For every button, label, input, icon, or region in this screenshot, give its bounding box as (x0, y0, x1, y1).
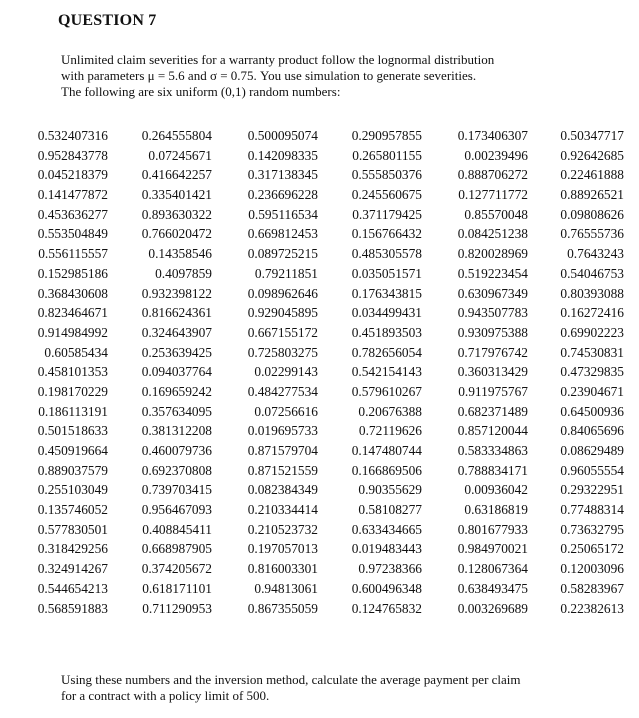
table-cell: 0.801677933 (457, 521, 528, 537)
table-cell: 0.484277534 (247, 383, 318, 399)
table-cell: 0.766020472 (141, 226, 212, 242)
table-cell: 0.152985186 (37, 265, 108, 281)
table-cell: 0.045218379 (37, 167, 108, 183)
table-cell: 0.128067364 (457, 561, 528, 577)
table-cell: 0.77488314 (560, 502, 624, 518)
table-cell: 0.245560675 (351, 187, 422, 203)
table-cell: 0.290957855 (351, 128, 422, 143)
table-cell: 0.556115557 (38, 246, 108, 262)
table-cell: 0.668987905 (141, 541, 212, 557)
table-cell: 0.555850376 (351, 167, 422, 183)
table-cell: 0.692370808 (141, 462, 212, 478)
table-cell: 0.09808626 (560, 206, 624, 222)
table-row (20, 441, 624, 461)
table-cell: 0.186113191 (38, 403, 108, 419)
table-cell: 0.210523732 (247, 521, 318, 537)
table-cell: 0.236696228 (247, 187, 318, 203)
table-row (20, 264, 624, 284)
table-cell: 0.956467093 (141, 502, 212, 518)
table-row (20, 343, 624, 363)
table-cell: 0.408845411 (142, 521, 212, 537)
table-cell: 0.16272416 (560, 305, 624, 321)
table-cell: 0.166869506 (351, 462, 422, 478)
table-cell: 0.914984992 (37, 324, 108, 340)
table-cell: 0.84065696 (560, 423, 624, 439)
table-cell: 0.210334414 (247, 502, 318, 518)
table-row (20, 599, 624, 619)
table-cell: 0.324643907 (141, 324, 212, 340)
table-cell: 0.90355629 (358, 482, 422, 498)
table-row (20, 461, 624, 481)
table-cell: 0.25065172 (560, 541, 624, 557)
table-cell: 0.198170229 (37, 383, 108, 399)
table-cell: 0.54046753 (560, 265, 624, 281)
table-cell: 0.595116534 (248, 206, 318, 222)
table-cell: 0.019483443 (351, 541, 422, 557)
table-row (20, 421, 624, 441)
table-cell: 0.60585434 (44, 344, 108, 360)
table-row (20, 362, 624, 382)
table-cell: 0.72119626 (358, 423, 422, 439)
table-cell: 0.74530831 (560, 344, 624, 360)
table-cell: 0.00239496 (464, 147, 528, 163)
table-cell: 0.88926521 (560, 187, 624, 203)
table-cell: 0.717976742 (457, 344, 528, 360)
table-cell: 0.888706272 (457, 167, 528, 183)
table-cell: 0.082384349 (247, 482, 318, 498)
table-cell: 0.76555736 (560, 226, 624, 242)
table-cell: 0.577830501 (37, 521, 108, 537)
table-cell: 0.453636277 (37, 206, 108, 222)
table-cell: 0.857120044 (457, 423, 528, 439)
table-row (20, 402, 624, 422)
table-cell: 0.69902223 (560, 324, 624, 340)
table-cell: 0.73632795 (560, 521, 624, 537)
table-cell: 0.324914267 (37, 561, 108, 577)
table-cell: 0.682371489 (457, 403, 528, 419)
table-row (20, 146, 624, 166)
table-cell: 0.725803275 (247, 344, 318, 360)
table-cell: 0.638493475 (457, 580, 528, 596)
table-cell: 0.019695733 (247, 423, 318, 439)
table-cell: 0.50347717 (560, 128, 624, 143)
table-cell: 0.371179425 (352, 206, 422, 222)
table-cell: 0.867355059 (247, 600, 318, 616)
table-row (20, 165, 624, 185)
table-cell: 0.253639425 (141, 344, 212, 360)
table-row (20, 520, 624, 540)
table-cell: 0.63186819 (464, 502, 528, 518)
table-cell: 0.416642257 (141, 167, 212, 183)
table-cell: 0.12003096 (560, 561, 624, 577)
table-cell: 0.532407316 (37, 128, 108, 143)
table-cell: 0.22461888 (560, 167, 624, 183)
table-row (20, 205, 624, 225)
table-row (20, 284, 624, 304)
table-cell: 0.64500936 (560, 403, 624, 419)
table-cell: 0.14358546 (148, 246, 212, 262)
prompt-line: for a contract with a policy limit of 500. (61, 688, 270, 703)
table-cell: 0.318429256 (37, 541, 108, 557)
table-cell: 0.568591883 (37, 600, 108, 616)
table-cell: 0.92642685 (560, 147, 624, 163)
table-row (20, 480, 624, 500)
table-cell: 0.788834171 (457, 462, 528, 478)
table-cell: 0.544654213 (37, 580, 108, 596)
table-cell: 0.519223454 (457, 265, 528, 281)
table-cell: 0.084251238 (457, 226, 528, 242)
table-cell: 0.553504849 (37, 226, 108, 242)
table-cell: 0.4097859 (155, 265, 212, 281)
table-cell: 0.85570048 (464, 206, 528, 222)
table-cell: 0.147480744 (351, 443, 422, 458)
intro-line: Unlimited claim severities for a warranty product follow the lognormal distribution (61, 52, 495, 67)
table-cell: 0.176343815 (351, 285, 422, 301)
table-cell: 0.450919664 (37, 443, 108, 458)
table-cell: 0.173406307 (457, 128, 528, 143)
intro-line: with parameters μ = 5.6 and σ = 0.75. You use simulation to generate severities. (61, 68, 477, 83)
intro-line: The following are six uniform (0,1) random numbers: (61, 84, 341, 99)
table-cell: 0.29322951 (560, 482, 624, 498)
table-cell: 0.930975388 (457, 324, 528, 340)
table-row (20, 500, 624, 520)
table-cell: 0.630967349 (457, 285, 528, 301)
table-cell: 0.871579704 (247, 443, 318, 458)
table-cell: 0.265801155 (352, 147, 422, 163)
table-cell: 0.141477872 (37, 187, 108, 203)
table-cell: 0.197057013 (247, 541, 318, 557)
table-cell: 0.485305578 (351, 246, 422, 262)
table-cell: 0.7643243 (567, 246, 624, 262)
table-cell: 0.135746052 (37, 502, 108, 518)
table-row (20, 323, 624, 343)
table-cell: 0.739703415 (141, 482, 212, 498)
table-cell: 0.458101353 (37, 364, 108, 380)
table-row (20, 382, 624, 402)
table-row (20, 559, 624, 579)
table-cell: 0.542154143 (351, 364, 422, 380)
table-cell: 0.035051571 (351, 265, 422, 281)
table-cell: 0.871521559 (247, 462, 318, 478)
table-cell: 0.255103049 (37, 482, 108, 498)
table-cell: 0.96055554 (560, 462, 624, 478)
table-cell: 0.374205672 (141, 561, 212, 577)
table-cell: 0.142098335 (247, 147, 318, 163)
prompt-line: Using these numbers and the inversion method, calculate the average payment per claim (61, 672, 521, 687)
table-row (20, 224, 624, 244)
table-cell: 0.00936042 (464, 482, 528, 498)
table-cell: 0.893630322 (141, 206, 212, 222)
question-prompt (61, 672, 621, 704)
table-cell: 0.22382613 (560, 600, 624, 616)
table-cell: 0.094037764 (141, 364, 212, 380)
table-cell: 0.669812453 (247, 226, 318, 242)
random-number-table (20, 126, 624, 618)
table-row (20, 185, 624, 205)
table-cell: 0.823464671 (37, 305, 108, 321)
table-cell: 0.169659242 (141, 383, 212, 399)
table-cell: 0.929045895 (247, 305, 318, 321)
table-cell: 0.20676388 (358, 403, 422, 419)
table-cell: 0.952843778 (37, 147, 108, 163)
table-cell: 0.97238366 (358, 561, 422, 577)
table-cell: 0.782656054 (351, 344, 422, 360)
table-row (20, 579, 624, 599)
table-cell: 0.711290953 (142, 600, 212, 616)
table-cell: 0.08629489 (560, 443, 624, 458)
table-cell: 0.816624361 (141, 305, 212, 321)
table-cell: 0.127711772 (458, 187, 528, 203)
table-cell: 0.618171101 (142, 580, 212, 596)
table-cell: 0.360313429 (457, 364, 528, 380)
table-cell: 0.820028969 (457, 246, 528, 262)
table-cell: 0.368430608 (37, 285, 108, 301)
table-cell: 0.501518633 (37, 423, 108, 439)
table-cell: 0.94813061 (254, 580, 318, 596)
table-cell: 0.80393088 (560, 285, 624, 301)
table-row (20, 303, 624, 323)
table-cell: 0.317138345 (247, 167, 318, 183)
table-cell: 0.984970021 (457, 541, 528, 557)
table-cell: 0.23904671 (560, 383, 624, 399)
table-cell: 0.098962646 (247, 285, 318, 301)
question-title: QUESTION 7 (58, 12, 157, 29)
table-cell: 0.667155172 (247, 324, 318, 340)
table-cell: 0.816003301 (247, 561, 318, 577)
table-row (20, 244, 624, 264)
table-cell: 0.003269689 (457, 600, 528, 616)
table-cell: 0.47329835 (560, 364, 624, 380)
table-cell: 0.583334863 (457, 443, 528, 458)
table-cell: 0.58108277 (358, 502, 422, 518)
table-cell: 0.932398122 (141, 285, 212, 301)
table-row (20, 126, 624, 146)
table-cell: 0.124765832 (351, 600, 422, 616)
table-cell: 0.335401421 (141, 187, 212, 203)
table-cell: 0.460079736 (141, 443, 212, 458)
table-cell: 0.889037579 (37, 462, 108, 478)
table-cell: 0.451893503 (351, 324, 422, 340)
table-cell: 0.089725215 (247, 246, 318, 262)
table-cell: 0.633434665 (351, 521, 422, 537)
table-cell: 0.79211851 (254, 265, 318, 281)
question-intro (61, 52, 601, 100)
table-cell: 0.600496348 (351, 580, 422, 596)
table-cell: 0.156766432 (351, 226, 422, 242)
table-cell: 0.07245671 (148, 147, 212, 163)
table-cell: 0.58283967 (560, 580, 624, 596)
table-cell: 0.034499431 (351, 305, 422, 321)
table-cell: 0.07256616 (254, 403, 318, 419)
table-cell: 0.579610267 (351, 383, 422, 399)
table-cell: 0.911975767 (458, 383, 528, 399)
table-cell: 0.381312208 (141, 423, 212, 439)
table-cell: 0.943507783 (457, 305, 528, 321)
table-cell: 0.357634095 (141, 403, 212, 419)
table-cell: 0.500095074 (247, 128, 318, 143)
table-row (20, 539, 624, 559)
table-cell: 0.264555804 (141, 128, 212, 143)
table-cell: 0.02299143 (254, 364, 318, 380)
